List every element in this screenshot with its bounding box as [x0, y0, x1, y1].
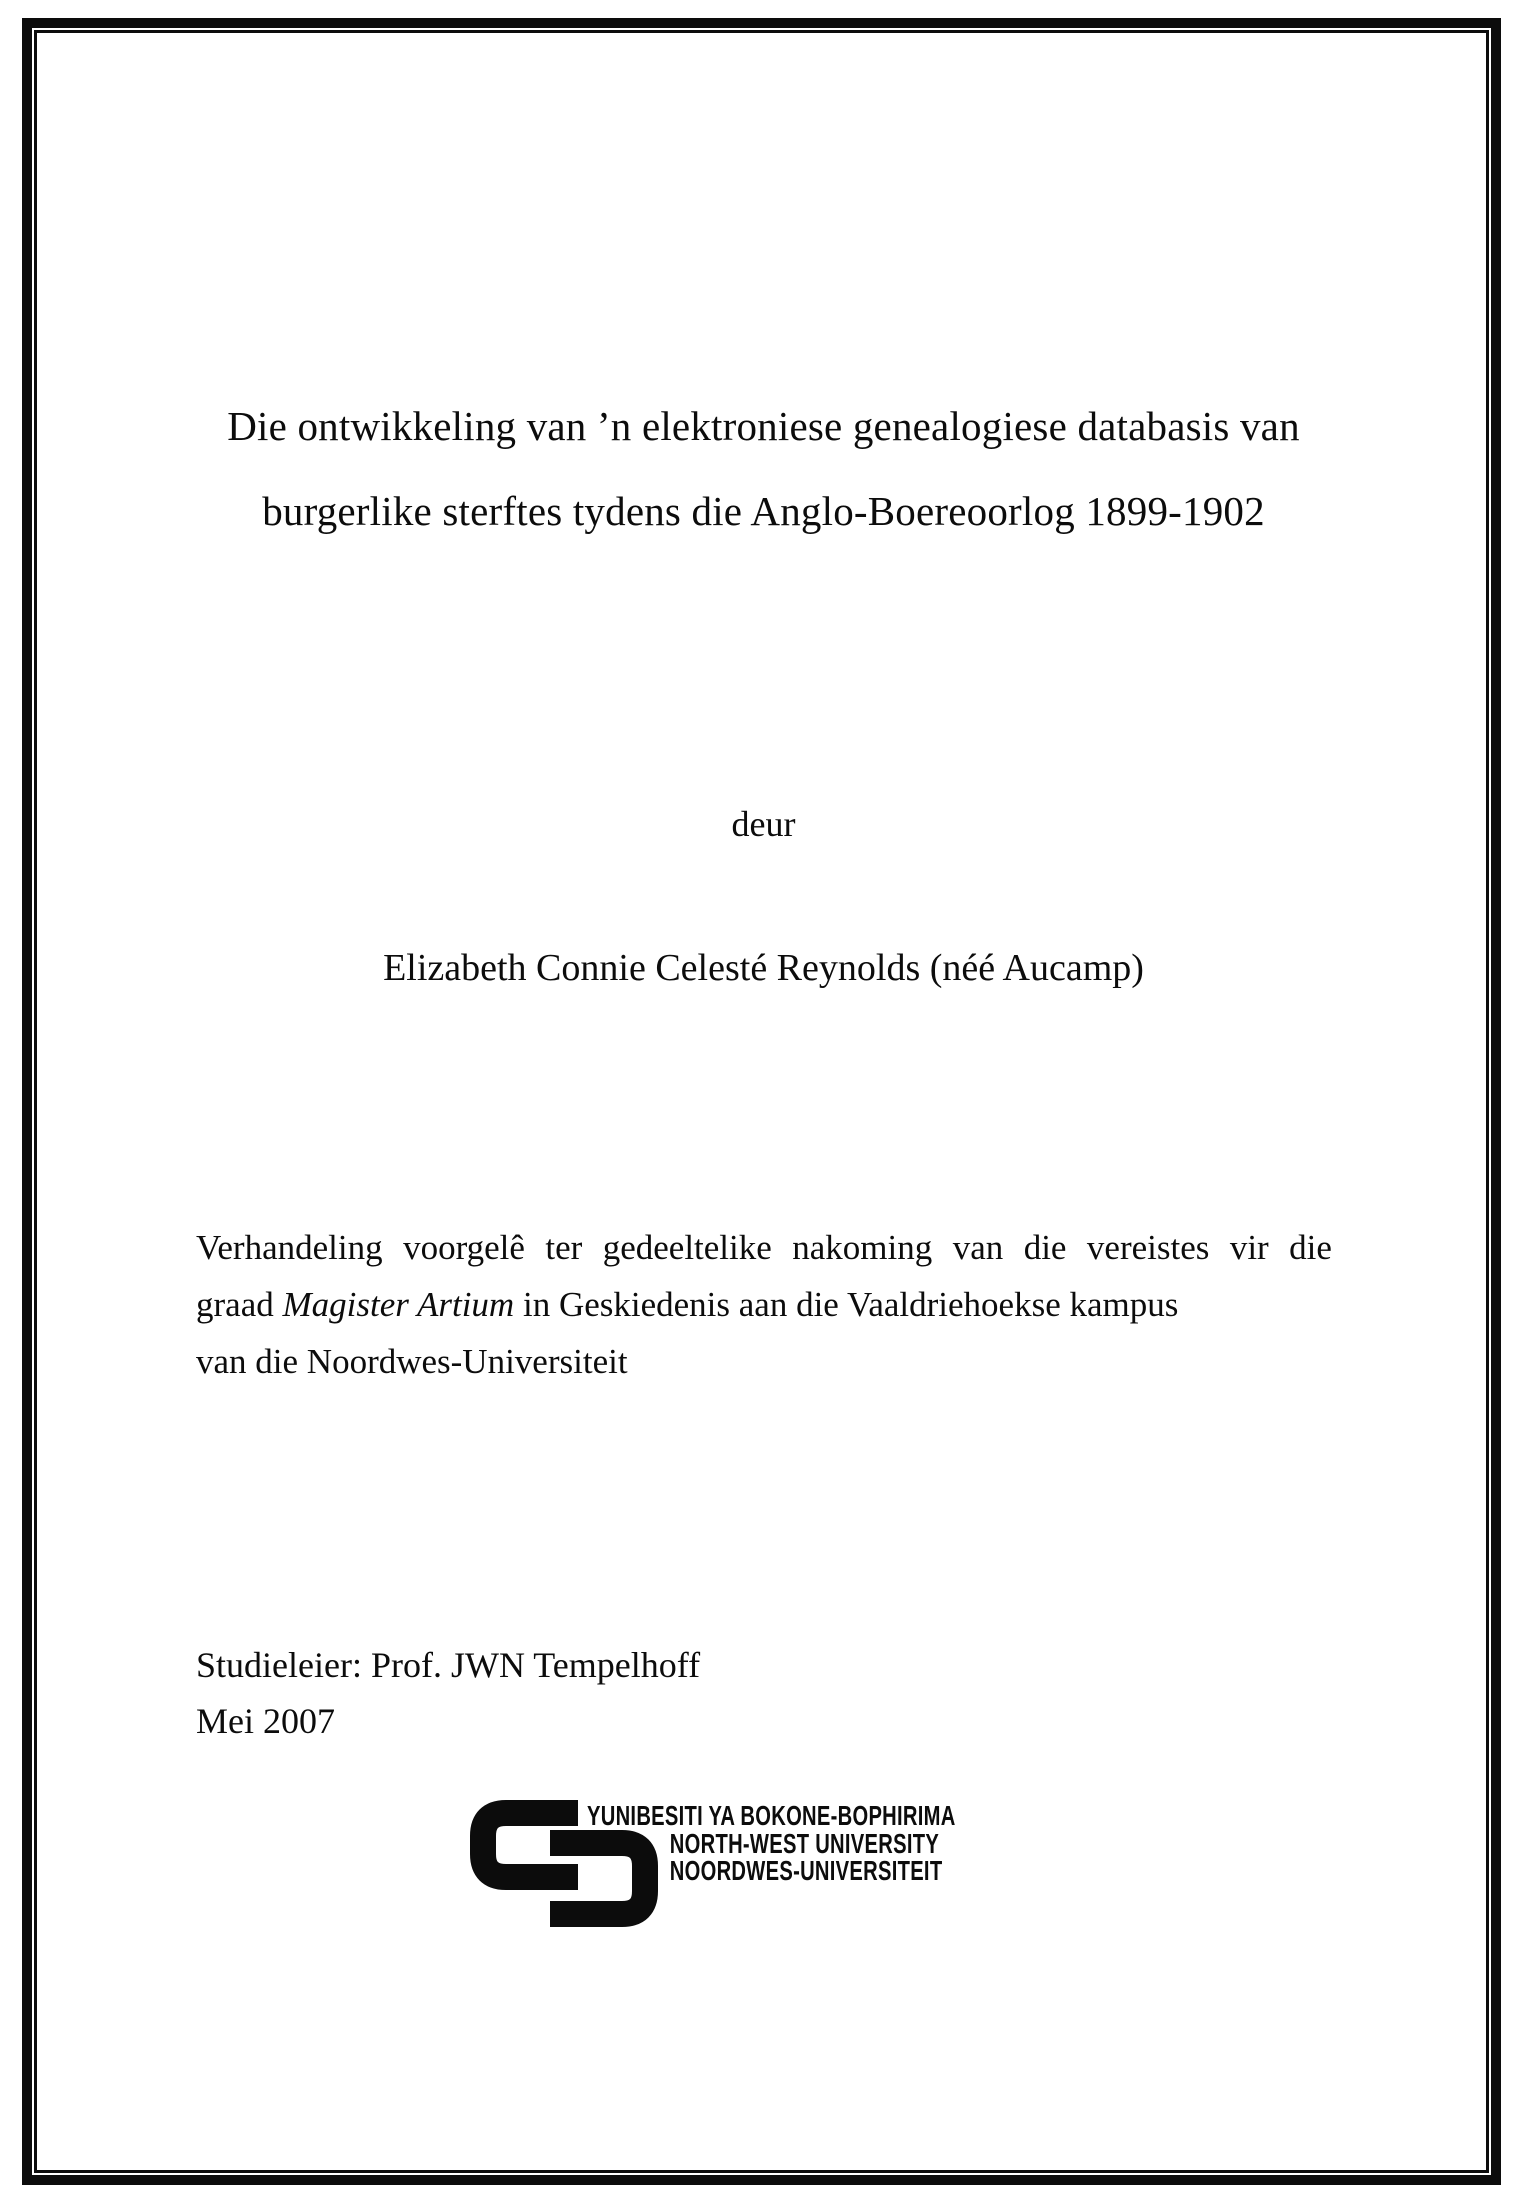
supervisor-line: Studieleier: Prof. JWN Tempelhoff [196, 1645, 701, 1685]
declaration-word: Verhandeling [196, 1228, 383, 1267]
declaration-word: nakoming [792, 1228, 933, 1267]
declaration-line-2-post: in Geskiedenis aan die Vaaldriehoekse kampus [514, 1285, 1179, 1324]
declaration-line-1 [196, 1219, 1332, 1276]
university-logo [468, 1798, 1088, 1930]
date-line: Mei 2007 [196, 1701, 335, 1741]
declaration-line-2 [196, 1276, 1332, 1333]
declaration-word: ter [545, 1228, 583, 1267]
thesis-title [70, 384, 1457, 554]
thesis-title-line-1: Die ontwikkeling van ’n elektroniese genealogiese databasis van [227, 403, 1300, 449]
logo-text-afrikaans: NOORDWES-UNIVERSITEIT [669, 1855, 943, 1886]
declaration-paragraph [196, 1219, 1332, 1390]
logo-text-english: NORTH-WEST UNIVERSITY [669, 1827, 940, 1859]
thesis-title-line-2: burgerlike sterftes tydens die Anglo-Boereoorlog 1899-1902 [262, 488, 1265, 534]
byline-deur: deur [731, 804, 796, 844]
university-logo-text [587, 1802, 956, 1885]
logo-text-setswana: YUNIBESITI YA BOKONE-BOPHIRIMA [587, 1800, 956, 1831]
supervisor-block [196, 1637, 700, 1749]
declaration-word: vir [1229, 1228, 1269, 1267]
degree-name: Magister Artium [282, 1285, 515, 1324]
declaration-word: gedeeltelike [602, 1228, 772, 1267]
declaration-word: die [1023, 1228, 1067, 1267]
declaration-word: die [1289, 1228, 1332, 1267]
declaration-line-3: van die Noordwes-Universiteit [196, 1342, 628, 1381]
declaration-line-2-pre: graad [196, 1285, 283, 1324]
declaration-word: voorgelê [403, 1228, 525, 1267]
declaration-word: vereistes [1086, 1228, 1210, 1267]
author-name: Elizabeth Connie Celesté Reynolds (néé Aucamp) [383, 947, 1144, 989]
declaration-word: van [952, 1228, 1004, 1267]
